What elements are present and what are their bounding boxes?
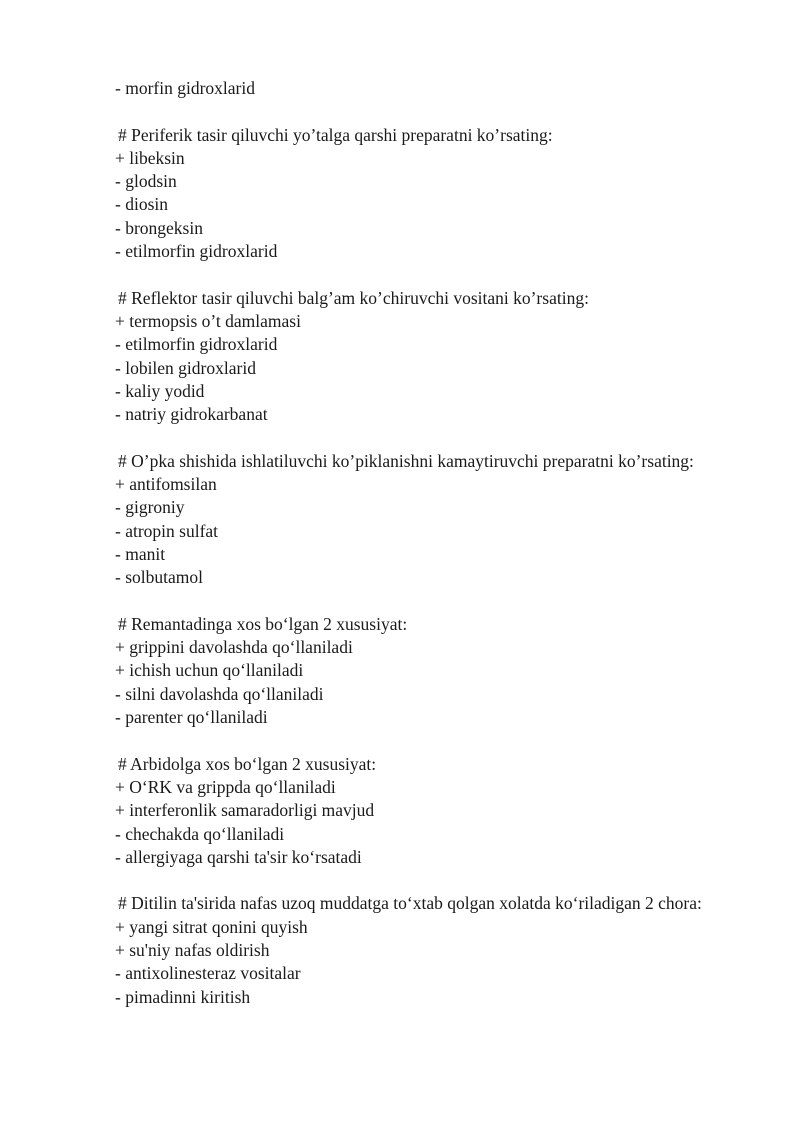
answer-option: - pimadinni kiritish bbox=[115, 986, 251, 1007]
question-block bbox=[115, 753, 755, 869]
answer-option: - allergiyaga qarshi ta'sir ko‘rsatadi bbox=[115, 846, 362, 867]
answer-option: - solbutamol bbox=[115, 567, 203, 588]
answer-option: + yangi sitrat qonini quyish bbox=[115, 916, 308, 937]
answer-option: - atropin sulfat bbox=[115, 520, 219, 541]
answer-option: + ichish uchun qo‘llaniladi bbox=[115, 660, 304, 681]
question-text: # O’pka shishida ishlatiluvchi ko’piklanishni kamaytiruvchi preparatni ko’rsating: bbox=[118, 450, 694, 471]
answer-option: + su'niy nafas oldirish bbox=[115, 939, 270, 960]
answer-option: - brongeksin bbox=[115, 217, 203, 238]
answer-option: - parenter qo‘llaniladi bbox=[115, 707, 268, 728]
answer-option: + O‘RK va grippda qo‘llaniladi bbox=[115, 776, 336, 797]
answer-option: - kaliy yodid bbox=[115, 380, 205, 401]
answer-option: + libeksin bbox=[115, 147, 185, 168]
question-text: # Remantadinga xos bo‘lgan 2 xususiyat: bbox=[118, 613, 408, 634]
answer-option: - etilmorfin gidroxlarid bbox=[115, 241, 278, 262]
answer-option: - silni davolashda qo‘llaniladi bbox=[115, 683, 324, 704]
question-block bbox=[115, 450, 755, 590]
answer-option: + termopsis o’t damlamasi bbox=[115, 310, 301, 331]
answer-option: - chechakda qo‘llaniladi bbox=[115, 823, 285, 844]
document-content bbox=[115, 77, 755, 1009]
question-block bbox=[115, 124, 755, 264]
answer-option: - manit bbox=[115, 543, 166, 564]
answer-option: + grippini davolashda qo‘llaniladi bbox=[115, 637, 353, 658]
answer-option: + antifomsilan bbox=[115, 474, 217, 495]
answer-option: - diosin bbox=[115, 194, 168, 215]
answer-option: - etilmorfin gidroxlarid bbox=[115, 334, 278, 355]
answer-option: - antixolinesteraz vositalar bbox=[115, 963, 301, 984]
answer-option: + interferonlik samaradorligi mavjud bbox=[115, 800, 375, 821]
question-block bbox=[115, 892, 755, 1008]
answer-option: - lobilen gidroxlarid bbox=[115, 357, 256, 378]
leading-option-line: - morfin gidroxlarid bbox=[115, 78, 255, 98]
question-text: # Periferik tasir qiluvchi yo’talga qarshi preparatni ko’rsating: bbox=[118, 124, 553, 145]
answer-option: - natriy gidrokarbanat bbox=[115, 404, 268, 425]
answer-option: - gigroniy bbox=[115, 497, 185, 518]
answer-option: - glodsin bbox=[115, 171, 177, 192]
question-text: # Reflektor tasir qiluvchi balg’am ko’chiruvchi vositani ko’rsating: bbox=[118, 287, 589, 308]
question-text: # Ditilin ta'sirida nafas uzoq muddatga to‘xtab qolgan xolatda ko‘riladigan 2 chora: bbox=[118, 893, 702, 914]
question-text: # Arbidolga xos bo‘lgan 2 xususiyat: bbox=[118, 753, 377, 774]
question-block bbox=[115, 613, 755, 729]
question-block bbox=[115, 287, 755, 427]
